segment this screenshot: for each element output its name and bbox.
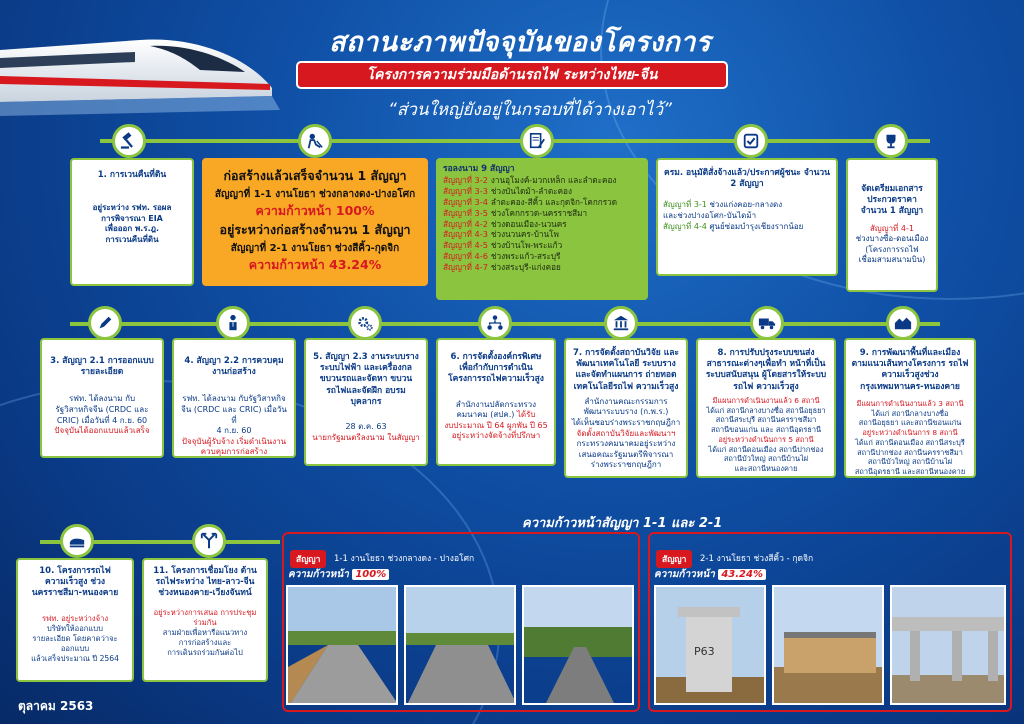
box-text: ช่วงแก่งคอย-กลางดง — [709, 200, 783, 210]
box-text: จีน (CRDC และ CRIC) เมื่อวันที่ — [181, 404, 287, 425]
box-text: รายละเอียด โดยคาดว่าจะออกแบบ — [32, 633, 118, 653]
status-text: มีแผนการดำเนินงานแล้ว 6 สถานี — [712, 395, 820, 405]
contract-description: งานอุโมงค์-มวกเหล็ก และลำตะคอง — [490, 175, 617, 186]
box-text: การก่อสร้างและ — [178, 637, 232, 647]
box-text: สถานีขอนแก่น และ สถานีอุดรธานี — [710, 425, 822, 435]
box-text: สัญญาที่ 1-1 งานโยธา ช่วงกลางดง-ปางอโศก — [214, 188, 416, 200]
box-text: คมนาคม (สปค.) — [456, 410, 515, 420]
box-title: จัดเตรียมเอกสาร ประกวดราคา จำนวน 1 สัญญา — [860, 184, 924, 217]
status-text: งบประมาณ ปี 64 ผูกพัน ปี 65 อยู่ระหว่างจัดจ้างที่ปรึกษา — [444, 420, 548, 441]
contract-description: ช่วงโคกกรวด-นครราชสีมา — [490, 207, 588, 218]
box-text: อยู่ระหว่าง รฟท. รอผล — [92, 203, 172, 213]
box-text: การเวนคืนที่ดิน — [105, 234, 159, 244]
contract-number: สัญญาที่ 4-1 — [870, 223, 914, 233]
box-text: สำนักงานปลัดกระทรวง — [455, 399, 537, 409]
box-text: สถานีอยุธยา และสถานีขอนแก่น — [858, 418, 962, 428]
box-title: 10. โครงการรถไฟ ความเร็วสูง ช่วงนครราชสีมา-หนองคาย — [31, 566, 119, 599]
contract-tag: สัญญา — [656, 550, 692, 568]
status-box-pending-contracts — [436, 158, 648, 300]
status-box-thai-lao-china — [142, 558, 268, 682]
train-icon — [60, 524, 94, 558]
box-text: ได้เห็นชอบร่างพระราชกฤษฎีกา — [571, 417, 681, 427]
box-text: การเดินรถร่วมกันต่อไป — [167, 647, 243, 657]
box-text: เพื่อออก พ.ร.ฎ. — [104, 224, 160, 234]
status-box-approved-contracts — [656, 158, 838, 276]
status-box-rail-systems — [304, 338, 428, 466]
site-photo-road-2 — [404, 585, 516, 705]
box-text: สถานีสระบุรี สถานีนครราชสีมา — [715, 415, 817, 425]
status-text: อยู่ระหว่างดำเนินการ 5 สถานี — [718, 434, 814, 444]
box-text: การพิจารณา EIA — [101, 213, 163, 223]
box-text: เชื่อมสามสนามบิน) — [858, 255, 926, 265]
contract-row — [443, 186, 641, 197]
contract-number: สัญญาที่ 3-5 — [443, 207, 488, 218]
box-text: แล้วเสร็จประมาณ ปี 2564 — [31, 653, 119, 663]
site-photo-road-3 — [522, 585, 634, 705]
box-title: รอลงนาม 9 สัญญา — [443, 164, 515, 174]
status-text: จัดตั้งสถาบันวิจัยและพัฒนาฯ — [576, 428, 676, 438]
contract-name: 1-1 งานโยธา ช่วงกลางดง - ปางอโศก — [334, 554, 475, 564]
status-box-urban-development — [844, 338, 976, 478]
site-photo-viaduct — [890, 585, 1006, 705]
box-text: สำนักงานคณะกรรมการ — [584, 396, 668, 406]
contract-number: สัญญาที่ 4-6 — [443, 251, 488, 262]
status-text: รฟท. อยู่ระหว่างจ้าง — [41, 613, 109, 623]
status-box-construction — [202, 158, 428, 286]
contract-description: ช่วงนวนคร-บ้านโพ — [490, 229, 559, 240]
construction-worker-icon — [298, 124, 332, 158]
progress-value: 43.24% — [718, 569, 766, 580]
contract-name: 2-1 งานโยธา ช่วงสีคิ้ว - กุดจิก — [700, 554, 814, 564]
contract-row — [443, 219, 641, 230]
box-text: รัฐวิสาหกิจจีน (CRDC และ — [55, 404, 149, 414]
document-pen-icon — [520, 124, 554, 158]
site-photo-structure — [772, 585, 884, 705]
gavel-icon — [112, 124, 146, 158]
progress-heading: ความก้าวหน้าสัญญา 1-1 และ 2-1 — [522, 516, 723, 531]
site-photo-road-1 — [286, 585, 398, 705]
box-title: 7. การจัดตั้งสถาบันวิจัย และพัฒนาเทคโนโลยี ระบบราง และจัดทำแผนการ ถ่ายทอดเทคโนโลยีรถไฟ ความเร็วสูง — [572, 348, 680, 392]
contract-row — [443, 262, 641, 273]
box-text: สัญญาที่ 2-1 งานโยธา ช่วงสีคิ้ว-กุดจิก — [230, 242, 400, 254]
box-text: ได้แก่ สถานีดอนเมือง สถานีปากช่อง — [708, 444, 824, 454]
box-text: พัฒนาระบบราง (ก.พ.ร.) — [583, 407, 669, 417]
progress-label-text: ความก้าวหน้า — [288, 569, 349, 580]
contract-description: ช่วงบ้านโพ-พระแก้ว — [490, 240, 563, 251]
contract-row — [443, 251, 641, 262]
houses-icon — [886, 306, 920, 340]
box-title: 9. การพัฒนาพื้นที่และเมือง ตามแนวเส้นทางโครงการ รถไฟความเร็วสูงช่วง กรุงเทพมหานคร-หนองคาย — [851, 348, 969, 392]
contract-description: ช่วงบันไดม้า-ลำตะคอง — [490, 186, 572, 197]
contract-number: สัญญาที่ 4-4 — [663, 221, 707, 231]
timeline-line-row1 — [100, 139, 930, 143]
org-chart-icon — [478, 306, 512, 340]
box-text: สถานีบัวใหญ่ สถานีบ้านไผ่ — [867, 457, 953, 467]
contract-description: ช่วงดอนเมือง-นวนคร — [490, 218, 567, 229]
status-box-korat-nongkhai — [16, 558, 134, 682]
box-title: 1. การเวนคืนที่ดิน — [97, 170, 167, 180]
contract-number: สัญญาที่ 4-3 — [443, 229, 488, 240]
contract-row — [443, 240, 641, 251]
truck-icon — [750, 306, 784, 340]
status-box-detail-design — [40, 338, 164, 458]
status-box-research-institute — [564, 338, 688, 478]
status-text: ปัจจุบันได้ออกแบบแล้วเสร็จ — [54, 426, 150, 436]
contract-number: สัญญาที่ 4-7 — [443, 261, 488, 272]
box-text: รฟท. ได้ลงนาม กับ — [68, 394, 136, 404]
trophy-icon — [874, 124, 908, 158]
contract-description: ลำตะคอง-สีคิ้ว และกุดจิก-โคกกรวด — [490, 196, 618, 207]
box-text: ได้แก่ สถานีดอนเมือง สถานีสระบุรี — [855, 437, 965, 447]
contract-row — [443, 229, 641, 240]
box-title: 5. สัญญา 2.3 งานระบบราง ระบบไฟฟ้า และเครื่องกลขบวนรถและจัดหา ขบวนรถไฟและจัดฝึก อบรมบุคลากร — [313, 352, 419, 407]
status-box-construction-supervision — [172, 338, 296, 458]
box-title: 8. การปรับปรุงระบบขนส่ง สาธารณะต่างๆเพื่อทำ หน้าที่เป็นระบบสนับสนุน ผู้โดยสารให้ระบบรถไฟ ความเร็วสูง — [705, 348, 827, 392]
site-photo-pillar — [654, 585, 766, 705]
box-text: CRIC) เมื่อวันที่ 4 ก.ย. 60 — [56, 415, 148, 425]
contract-tag: สัญญา — [290, 550, 326, 568]
box-text: และช่วงปางอโศก-บันไดม้า — [663, 210, 757, 220]
contract-row — [443, 175, 641, 186]
contract-row — [443, 197, 641, 208]
page-title: สถานะภาพปัจจุบันของโครงการ — [329, 27, 711, 58]
status-box-public-transport — [696, 338, 836, 478]
contract-row — [443, 208, 641, 219]
contract-number: สัญญาที่ 4-2 — [443, 218, 488, 229]
box-text: ได้แก่ สถานีกลางบางซื่อ สถานีอยุธยา — [706, 405, 826, 415]
status-text: นายกรัฐมนตรีลงนาม ในสัญญา — [312, 432, 420, 442]
box-title: 6. การจัดตั้งองค์กรพิเศษ เพื่อกำกับการดำเนิน โครงการรถไฟความเร็วสูง — [448, 352, 544, 385]
progress-value: 100% — [352, 569, 389, 580]
contract-number: สัญญาที่ 3-2 — [443, 175, 488, 186]
status-text: ได้รับ — [516, 410, 536, 420]
gears-icon — [348, 306, 382, 340]
checklist-icon — [734, 124, 768, 158]
box-title: ครม. อนุมัติสั่งจ้างแล้ว/ประกาศผู้ชนะ จำนวน 2 สัญญา — [664, 168, 830, 190]
box-text: ศูนย์ซ่อมบำรุงเชียงรากน้อย — [709, 221, 804, 231]
box-text: ช่วงบางซื่อ-ดอนเมือง — [855, 234, 929, 244]
status-box-special-agency — [436, 338, 556, 466]
box-text: รฟท. ได้ลงนาม กับรัฐวิสาหกิจ — [182, 394, 286, 404]
status-text: อยู่ระหว่างดำเนินการ 8 สถานี — [862, 428, 958, 438]
page-subtitle: โครงการความร่วมมือด้านรถไฟ ระหว่างไทย-จีน — [296, 61, 728, 89]
box-title: 4. สัญญา 2.2 การควบคุมงานก่อสร้าง — [184, 356, 284, 378]
pillar-label: P63 — [694, 645, 715, 658]
supervisor-icon — [216, 306, 250, 340]
status-box-land-expropriation — [70, 158, 194, 286]
pencil-icon — [88, 306, 122, 340]
page-quote: “ส่วนใหญ่ยังอยู่ในกรอบที่ได้วางเอาไว้” — [388, 100, 672, 120]
box-text: ก่อสร้างแล้วเสร็จจำนวน 1 สัญญา — [223, 168, 407, 183]
progress-label-text: ความก้าวหน้า — [654, 569, 715, 580]
box-text: สถานีอุดรธานี และสถานีหนองคาย — [854, 467, 966, 477]
status-box-bidding-prep — [846, 158, 938, 292]
contract-description: ช่วงสระบุรี-แก่งคอย — [490, 261, 561, 272]
box-text: 28 ต.ค. 63 — [345, 422, 387, 432]
box-text: และสถานีหนองคาย — [734, 464, 798, 474]
publication-date: ตุลาคม 2563 — [18, 699, 94, 713]
progress-label — [288, 567, 389, 582]
box-text: ได้แก่ สถานีกลางบางซื่อ — [871, 408, 949, 418]
status-text: มีแผนการดำเนินงานแล้ว 3 สถานี — [856, 398, 964, 408]
progress-label — [654, 567, 766, 582]
box-text: สถานีปากช่อง สถานีนครราชสีมา — [857, 447, 963, 457]
box-text: กระทรวงคมนาคมอยู่ระหว่าง — [576, 439, 676, 449]
contract-number: สัญญาที่ 3-1 — [663, 200, 707, 210]
progress-text: ความก้าวหน้า 43.24% — [248, 256, 382, 272]
box-text: บริษัทให้ออกแบบ — [47, 623, 103, 633]
high-speed-train-image — [0, 10, 280, 130]
box-text: สามฝ่ายเพื่อหารือแนวทาง — [162, 627, 248, 637]
institution-icon — [604, 306, 638, 340]
status-text: อยู่ระหว่างการเสนอ การประชุมร่วมกัน — [153, 607, 257, 627]
route-arrows-icon — [192, 524, 226, 558]
box-title: 3. สัญญา 2.1 การออกแบบรายละเอียด — [50, 356, 154, 378]
status-text: ปัจจุบันผู้รับจ้าง เริ่มดำเนินงาน ควบคุมการก่อสร้าง — [181, 436, 287, 457]
box-text: ร่างพระราชกฤษฎีกา — [590, 460, 662, 470]
box-text: อยู่ระหว่างก่อสร้างจำนวน 1 สัญญา — [219, 222, 411, 238]
box-text: (โครงการรถไฟ — [865, 244, 919, 254]
contract-number: สัญญาที่ 4-5 — [443, 240, 488, 251]
box-text: 4 ก.ย. 60 — [216, 426, 252, 436]
contract-list — [443, 175, 641, 272]
box-text: สถานีบัวใหญ่ สถานีบ้านไผ่ — [723, 454, 809, 464]
box-title: 11. โครงการเชื่อมโยง ด้านรถไฟระหว่าง ไทย-ลาว-จีน ช่วงหนองคาย-เวียงจันทน์ — [153, 566, 257, 599]
box-text: เสนอคณะรัฐมนตรีพิจารณา — [578, 449, 674, 459]
contract-number: สัญญาที่ 3-3 — [443, 186, 488, 197]
contract-number: สัญญาที่ 3-4 — [443, 196, 488, 207]
contract-description: ช่วงพระแก้ว-สระบุรี — [490, 251, 561, 262]
progress-text: ความก้าวหน้า 100% — [255, 202, 375, 218]
